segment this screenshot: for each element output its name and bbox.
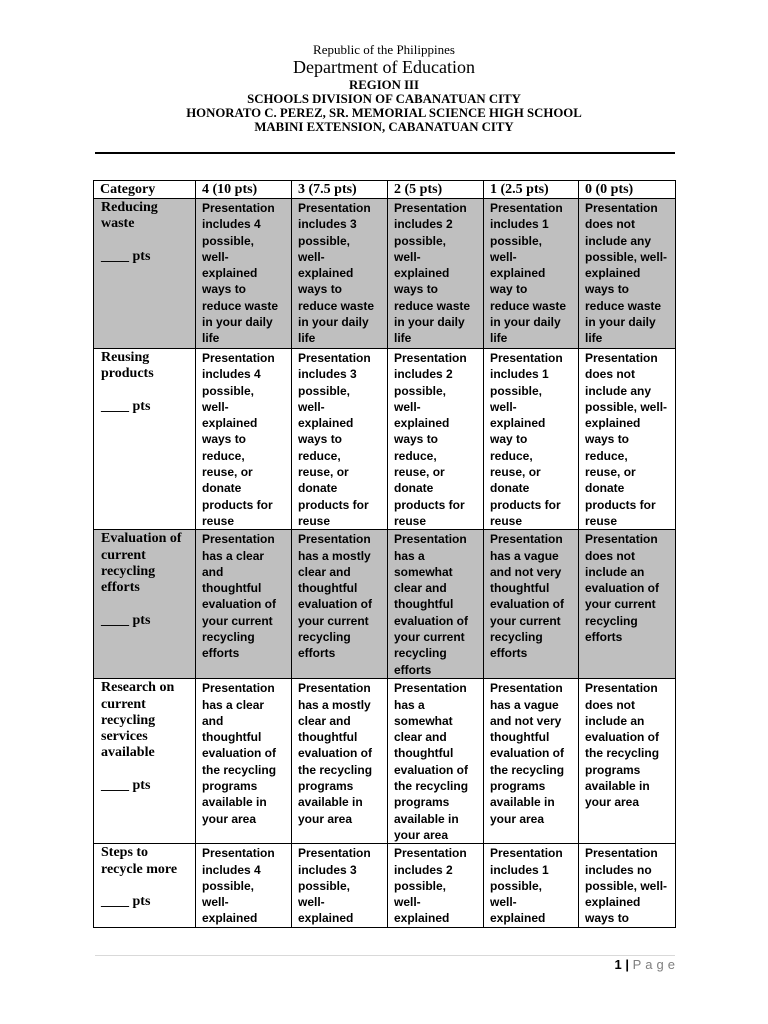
category-cell [94,349,196,530]
letterhead-republic: Republic of the Philippines [313,42,455,57]
footer-page-label: Page [632,957,679,972]
points-blank: ____ pts [101,778,151,794]
rubric-table [93,180,676,928]
footer-divider [95,955,675,956]
category-name: Research on current recycling services available [101,680,175,761]
letterhead-department: Department of Education [293,57,475,77]
descriptor-score-0: Presentation includes no possible, well- explained ways to [579,844,676,928]
rubric-row-steps-to-recycle-more [94,844,676,928]
descriptor-score-1: Presentation includes 1 possible, well- explained [484,844,579,928]
descriptor-score-2: Presentation includes 2 possible, well- explained [388,844,484,928]
letterhead [0,43,768,134]
points-blank: ____ pts [101,894,151,910]
letterhead-address: MABINI EXTENSION, CABANATUAN CITY [254,120,514,134]
descriptor-score-3: Presentation has a mostly clear and thoughtful evaluation of the recycling programs available in your area [292,679,388,844]
points-blank: ____ pts [101,398,151,414]
page-separator: | [625,957,629,972]
column-header-score-1: 1 (2.5 pts) [484,181,579,199]
category-cell [94,199,196,349]
descriptor-score-3: Presentation includes 3 possible, well- explained ways to reduce waste in your daily life [292,199,388,349]
column-header-score-3: 3 (7.5 pts) [292,181,388,199]
descriptor-score-3: Presentation has a mostly clear and thoughtful evaluation of your current recycling efforts [292,530,388,679]
descriptor-score-3: Presentation includes 3 possible, well- explained ways to reduce, reuse, or donate products for reuse [292,349,388,530]
descriptor-score-4: Presentation has a clear and thoughtful evaluation of the recycling programs available in your area [196,679,292,844]
descriptor-score-0: Presentation does not include an evaluation of the recycling programs available in your area [579,679,676,844]
descriptor-score-2: Presentation includes 2 possible, well- explained ways to reduce waste in your daily life [388,199,484,349]
descriptor-score-2: Presentation has a somewhat clear and thoughtful evaluation of your current recycling efforts [388,530,484,679]
column-header-category: Category [94,181,196,199]
rubric-row-research-recycling-services [94,679,676,844]
category-name: Reducing waste [101,200,158,232]
descriptor-score-4: Presentation includes 4 possible, well- explained ways to reduce waste in your daily life [196,199,292,349]
letterhead-region: REGION III [348,78,420,92]
descriptor-score-4: Presentation has a clear and thoughtful evaluation of your current recycling efforts [196,530,292,679]
descriptor-score-1: Presentation includes 1 possible, well- explained way to reduce, reuse, or donate products for reuse [484,349,579,530]
category-cell [94,530,196,679]
descriptor-score-4: Presentation includes 4 possible, well- explained [196,844,292,928]
letterhead-divider [95,152,675,154]
descriptor-score-1: Presentation has a vague and not very thoughtful evaluation of your current recycling efforts [484,530,579,679]
descriptor-score-1: Presentation has a vague and not very thoughtful evaluation of the recycling programs available in your area [484,679,579,844]
descriptor-score-2: Presentation has a somewhat clear and thoughtful evaluation of the recycling programs available in your area [388,679,484,844]
descriptor-score-3: Presentation includes 3 possible, well- explained [292,844,388,928]
category-name: Evaluation of current recycling efforts [101,531,182,596]
column-header-score-2: 2 (5 pts) [388,181,484,199]
category-cell [94,844,196,928]
column-header-score-0: 0 (0 pts) [579,181,676,199]
points-blank: ____ pts [101,248,151,264]
rubric-header-row [94,181,676,199]
descriptor-score-4: Presentation includes 4 possible, well- explained ways to reduce, reuse, or donate products for reuse [196,349,292,530]
points-blank: ____ pts [101,612,151,628]
descriptor-score-0: Presentation does not include any possible, well- explained ways to reduce waste in your daily life [579,199,676,349]
category-name: Steps to recycle more [101,845,178,877]
category-cell [94,679,196,844]
rubric-row-evaluation-of-recycling [94,530,676,679]
descriptor-score-1: Presentation includes 1 possible, well- explained way to reduce waste in your daily life [484,199,579,349]
column-header-score-4: 4 (10 pts) [196,181,292,199]
letterhead-division: SCHOOLS DIVISION OF CABANATUAN CITY [247,92,521,106]
category-name: Reusing products [101,350,154,382]
descriptor-score-0: Presentation does not include any possible, well- explained ways to reduce, reuse, or donate products for reuse [579,349,676,530]
page-footer [615,957,680,973]
descriptor-score-2: Presentation includes 2 possible, well- explained ways to reduce, reuse, or donate products for reuse [388,349,484,530]
letterhead-school: HONORATO C. PEREZ, SR. MEMORIAL SCIENCE HIGH SCHOOL [186,106,582,120]
rubric-row-reducing-waste [94,199,676,349]
descriptor-score-0: Presentation does not include an evaluation of your current recycling efforts [579,530,676,679]
page-number: 1 [614,957,622,972]
rubric-row-reusing-products [94,349,676,530]
